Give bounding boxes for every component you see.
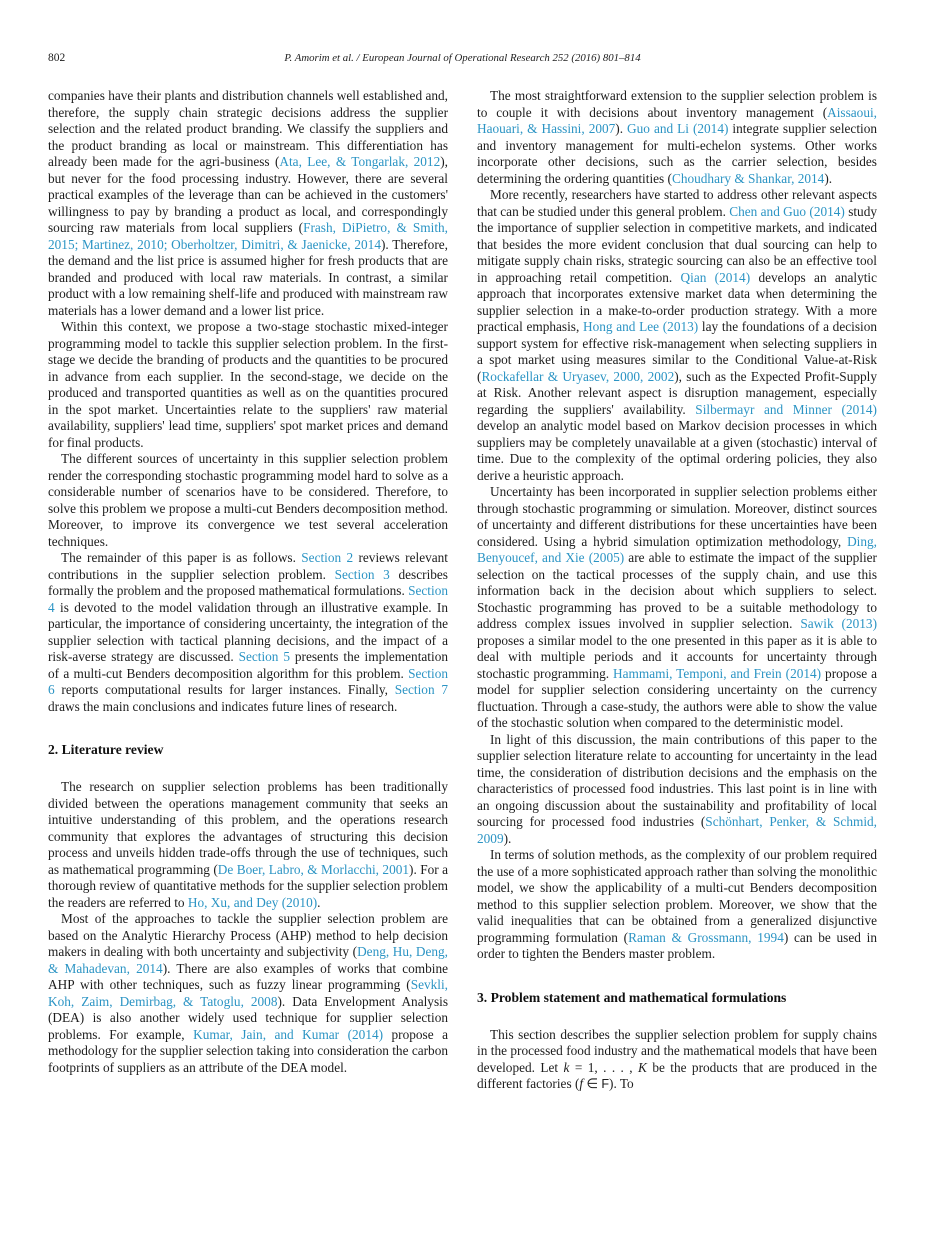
paragraph: The remainder of this paper is as follows. Section 2 reviews relevant contributions in the supplier selection problem. Section 3 describes formally the problem and the proposed mathematical formulations. Section 4 is devoted to the model validation through an illustrative example. In particular, the importance of considering uncertainty, the integration of the supplier selection with tactical planning decisions, and the impact of a risk-averse strategy are discussed. Section 5 presents the implementation of a multi-cut Benders decomposition algorithm for this problem. Section 6 reports computational results for larger instances. Finally, Section 7 draws the main conclusions and indicates future lines of research. (48, 550, 448, 714)
citation-link[interactable]: Deng, Hu, Deng, & Mahadevan, 2014 (48, 944, 448, 976)
paragraph: More recently, researchers have started to address other relevant aspects that can be studied under this general problem. Chen and Guo (2014) study the importance of supplier selection in competitive markets, and indicated that besides the more evident conclusion that dual sourcing can help to mitigate supply chain risks, strategic sourcing can also be an effective tool in approaching retail competition. Qian (2014) develops an analytic approach that incorporates extensive market data when determining the supplier selection in a make-to-order production strategy. With a more practical emphasis, Hong and Lee (2013) lay the foundations of a decision support system for effective risk-management when selecting suppliers in a spot market using measures similar to the Conditional Value-at-Risk (Rockafellar & Uryasev, 2000, 2002), such as the Expected Profit-Supply at Risk. Another relevant aspect is disruption management, especially regarding the suppliers' availability. Silbermayr and Minner (2014) develop an analytic model based on Markov decision processes in which suppliers may be completely unavailable at a given (stochastic) interval of time. Due to the complexity of the optimal ordering policies, they also derive a heuristic approach. (477, 187, 878, 483)
page-number: 802 (48, 52, 66, 64)
citation-link[interactable]: Section 6 (48, 665, 448, 697)
citation-link[interactable]: Aissaoui, Haouari, & Hassini, 2007 (477, 104, 877, 136)
citation-link[interactable]: Hong and Lee (2013) (582, 319, 699, 334)
math-symbol: K (638, 1059, 647, 1075)
citation-link[interactable]: Section 2 (301, 550, 354, 565)
right-column (477, 88, 877, 1093)
math-set-symbol: F (601, 1077, 610, 1091)
two-column-body (48, 88, 877, 1093)
citation-link[interactable]: Sevkli, Koh, Zaim, Demirbag, & Tatoglu, 2008 (48, 977, 448, 1009)
paragraph: Most of the approaches to tackle the supplier selection problem are based on the Analytic Hierarchy Process (AHP) method to help decision makers in dealing with both uncertainty and subjectivity (Deng, Hu, Deng, & Mahadevan, 2014). There are also examples of works that combine AHP with other techniques, such as fuzzy linear programming (Sevkli, Koh, Zaim, Demirbag, & Tatoglu, 2008). Data Envelopment Analysis (DEA) is also another widely used technique for supplier selection problems. For example, Kumar, Jain, and Kumar (2014) propose a methodology for the supplier selection taking into consideration the carbon footprints of suppliers as an attribute of the DEA model. (48, 911, 449, 1075)
citation-link[interactable]: Ata, Lee, & Tongarlak, 2012 (279, 154, 441, 169)
citation-link[interactable]: Chen and Guo (2014) (729, 203, 845, 219)
paragraph: Within this context, we propose a two-stage stochastic mixed-integer programming model to tackle this supplier selection problem. In the first-stage we decide the branding of products and the quantities to be procured in advance from each supplier. In the second-stage, we decide on the produced and transported quantities as well as on the quantities procured in the spot market. Uncertainties relate to the suppliers' raw material availability, suppliers' lead time, suppliers' spot market prices and demand for final products. (48, 319, 448, 450)
citation-link[interactable]: Raman & Grossmann, 1994 (628, 929, 784, 945)
paragraph: Uncertainty has been incorporated in supplier selection problems either through stochastic programming or simulation. Moreover, distinct sources of uncertainty and different distributions for these uncertainties have been considered. Using a hybrid simulation optimization methodology, Ding, Benyoucef, and Xie (2005) are able to estimate the impact of the supplier selection on the tactical processes of the supply chain, and use this information back in the decision about which suppliers to select. Stochastic programming has proved to be a suitable methodology to address complex issues involved in supplier selection. Sawik (2013) proposes a similar model to the one presented in this paper as it is able to deal with multiple periods and it accounts for uncertainty through stochastic programming. Hammami, Temponi, and Frein (2014) propose a model for supplier selection considering uncertainty on the currency fluctuation. Through a case-study, the authors were able to show the value of the stochastic solution when compared to the deterministic model. (477, 484, 877, 730)
citation-link[interactable]: Schönhart, Penker, & Schmid, 2009 (477, 814, 877, 846)
paragraph: The different sources of uncertainty in this supplier selection problem render the corresponding stochastic programming model hard to solve as a considerable number of scenarios have to be considered. Therefore, to solve this problem we propose a multi-cut Benders decomposition method. Moreover, to improve its convergence we test several acceleration techniques. (48, 451, 448, 549)
section-heading: 3. Problem statement and mathematical formulations (477, 989, 787, 1005)
paragraph: In terms of solution methods, as the complexity of our problem required the use of a more sophisticated approach rather than solving the monolithic model, we show the applicability of a multi-cut Benders decomposition method to this supplier selection problem. Moreover, we show that the valid inequalities that can be obtained from a generalized disjunctive programming formulation (Raman & Grossmann, 1994) can be used in order to tighten the Benders master problem. (477, 847, 877, 961)
citation-link[interactable]: Ding, Benyoucef, and Xie (2005) (477, 533, 877, 565)
citation-link[interactable]: Hammami, Temponi, and Frein (2014) (613, 665, 822, 681)
left-column (48, 88, 448, 1076)
citation-link[interactable]: Kumar, Jain, and Kumar (2014) (193, 1026, 384, 1042)
citation-link[interactable]: Choudhary & Shankar, 2014 (671, 170, 825, 186)
citation-link[interactable]: Section 3 (334, 566, 390, 582)
citation-link[interactable]: Section 7 (394, 682, 448, 697)
citation-link[interactable]: Silbermayr and Minner (2014) (695, 401, 877, 417)
section-heading: 2. Literature review (48, 742, 164, 757)
citation-link[interactable]: Rockafellar & Uryasev, 2000, 2002 (481, 368, 675, 384)
citation-link[interactable]: Section 5 (238, 649, 290, 664)
citation-link[interactable]: Frash, DiPietro, & Smith, 2015; Martinez, 2010; Oberholtzer, Dimitri, & Jaenicke, 2014 (48, 220, 448, 252)
citation-link[interactable]: Ho, Xu, and Dey (2010) (187, 894, 318, 910)
citation-link[interactable]: Sawik (2013) (800, 616, 877, 631)
paragraph: The most straightforward extension to the supplier selection problem is to couple it with decisions about inventory management (Aissaoui, Haouari, & Hassini, 2007). Guo and Li (2014) integrate supplier selection and inventory management for multi-echelon systems. Other works incorporate other decisions, such as the carrier selection, besides determining the ordering quantities (Choudhary & Shankar, 2014). (477, 88, 878, 186)
paragraph: companies have their plants and distribution channels well established and, therefore, the supply chain strategic decisions address the supplier selection and the related product branding. We classify the suppliers and the product branding as local or mainstream. This differentiation has already been made for the agri-business (Ata, Lee, & Tongarlak, 2012), but never for the food processing industry. However, there are several practical examples of the leverage than can be achieved in the customers' willingness to pay by branding a product as local, and correspondingly sourcing raw materials from local suppliers (Frash, DiPietro, & Smith, 2015; Martinez, 2010; Oberholtzer, Dimitri, & Jaenicke, 2014). Therefore, the demand and the list price is assumed higher for fresh products that are branded and produced with local raw materials. In contrast, a similar product with a low remaining shelf-life and produced with mainstream raw materials has a lower demand and a lower list price. (48, 88, 448, 318)
math-symbol: f (579, 1076, 584, 1091)
running-head: P. Amorim et al. / European Journal of Operational Research 252 (2016) 801–814 (284, 52, 641, 64)
citation-link[interactable]: Guo and Li (2014) (627, 121, 729, 136)
citation-link[interactable]: Qian (2014) (680, 269, 751, 285)
math-symbol: k (563, 1059, 570, 1075)
paragraph: This section describes the supplier selection problem for supply chains in the processed food industry and the mathematical models that have been developed. Let k = 1, . . . , K be the products that are produced in the different factories (f ∈ F). To (477, 1026, 877, 1091)
paragraph: The research on supplier selection problems has been traditionally divided between the operations management community that seeks an intuitive understanding of this problem, and the operations research community that explores the advantages of structuring this decision process and unveils hidden trade-offs through the use of techniques, such as mathematical programming (De Boer, Labro, & Morlacchi, 2001). For a thorough review of quantitative methods for the supplier selection problem the readers are referred to Ho, Xu, and Dey (2010). (48, 779, 448, 910)
citation-link[interactable]: Section 4 (48, 583, 448, 615)
paragraph: In light of this discussion, the main contributions of this paper to the supplier selection literature relate to accounting for uncertainty in the lead time, the consideration of distribution decisions and the emphasis on the characteristics of processed food industries. This last point is in line with an ongoing discussion about the sustainability and profitability of local sourcing for processed food industries (Schönhart, Penker, & Schmid, 2009). (477, 731, 877, 846)
citation-link[interactable]: De Boer, Labro, & Morlacchi, 2001 (217, 861, 410, 877)
